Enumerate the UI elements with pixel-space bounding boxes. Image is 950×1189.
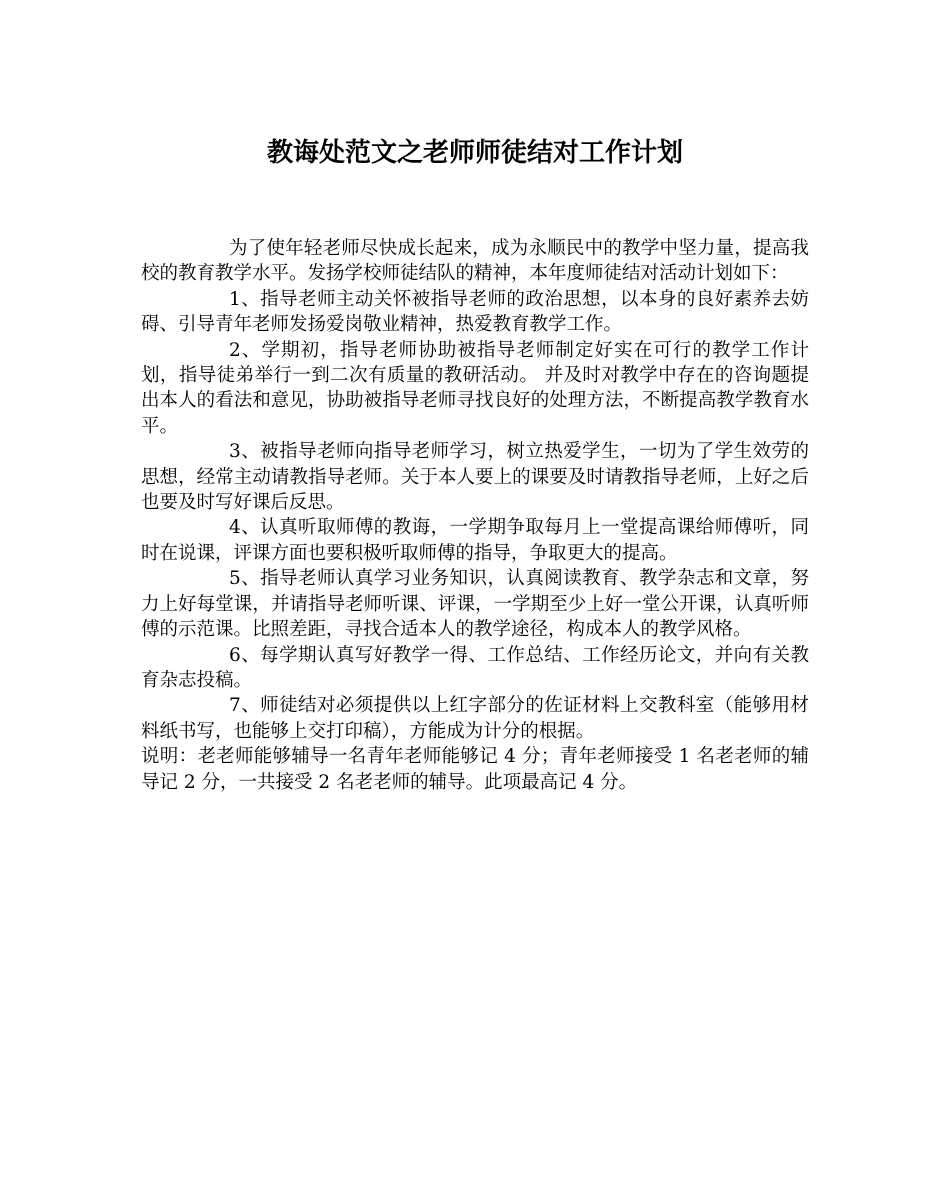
plan-item-1: 1、指导老师主动关怀被指导老师的政治思想，以本身的良好素养去妨碍、引导青年老师发扬爱岗敬业精神，热爱教育教学工作。 [141,288,809,336]
intro-paragraph: 为了使年轻老师尽快成长起来，成为永顺民中的教学中坚力量，提高我校的教育教学水平。发扬学校师徒结队的精神，本年度师徒结对活动计划如下： [141,238,809,285]
plan-item-6: 6、每学期认真写好教学一得、工作总结、工作经历论文，并向有关教育杂志投稿。 [141,644,809,691]
plan-item-2: 2、学期初，指导老师协助被指导老师制定好实在可行的教学工作计划，指导徒弟举行一到二次有质量的教研活动。 并及时对教学中存在的咨询题提出本人的看法和意见，协助被指导老师寻找良好的处理方法，不断提高教学教育水平。 [141,339,809,437]
document-body [141,236,809,795]
plan-item-3: 3、被指导老师向指导老师学习，树立热爱学生，一切为了学生效劳的思想，经常主动请教指导老师。关于本人要上的课要及时请教指导老师，上好之后也要及时写好课后反思。 [141,441,809,514]
plan-item-4: 4、认真听取师傅的教诲，一学期争取每月上一堂提高课给师傅听，同时在说课，评课方面也要积极听取师傅的指导，争取更大的提高。 [141,517,809,564]
plan-item-7: 7、师徒结对必须提供以上红字部分的佐证材料上交教科室（能够用材料纸书写，也能够上交打印稿），方能成为计分的根据。 [141,695,809,742]
document-title: 教诲处范文之老师师徒结对工作计划 [266,138,683,168]
plan-item-5: 5、指导老师认真学习业务知识，认真阅读教育、教学杂志和文章，努力上好每堂课，并请指导老师听课、评课，一学期至少上好一堂公开课，认真听师傅的示范课。比照差距，寻找合适本人的教学途径，构成本人的教学风格。 [141,568,809,641]
scoring-note: 说明：老老师能够辅导一名青年老师能够记 4 分；青年老师接受 1 名老老师的辅导记 2 分，一共接受 2 名老老师的辅导。此项最高记 4 分。 [141,746,809,793]
